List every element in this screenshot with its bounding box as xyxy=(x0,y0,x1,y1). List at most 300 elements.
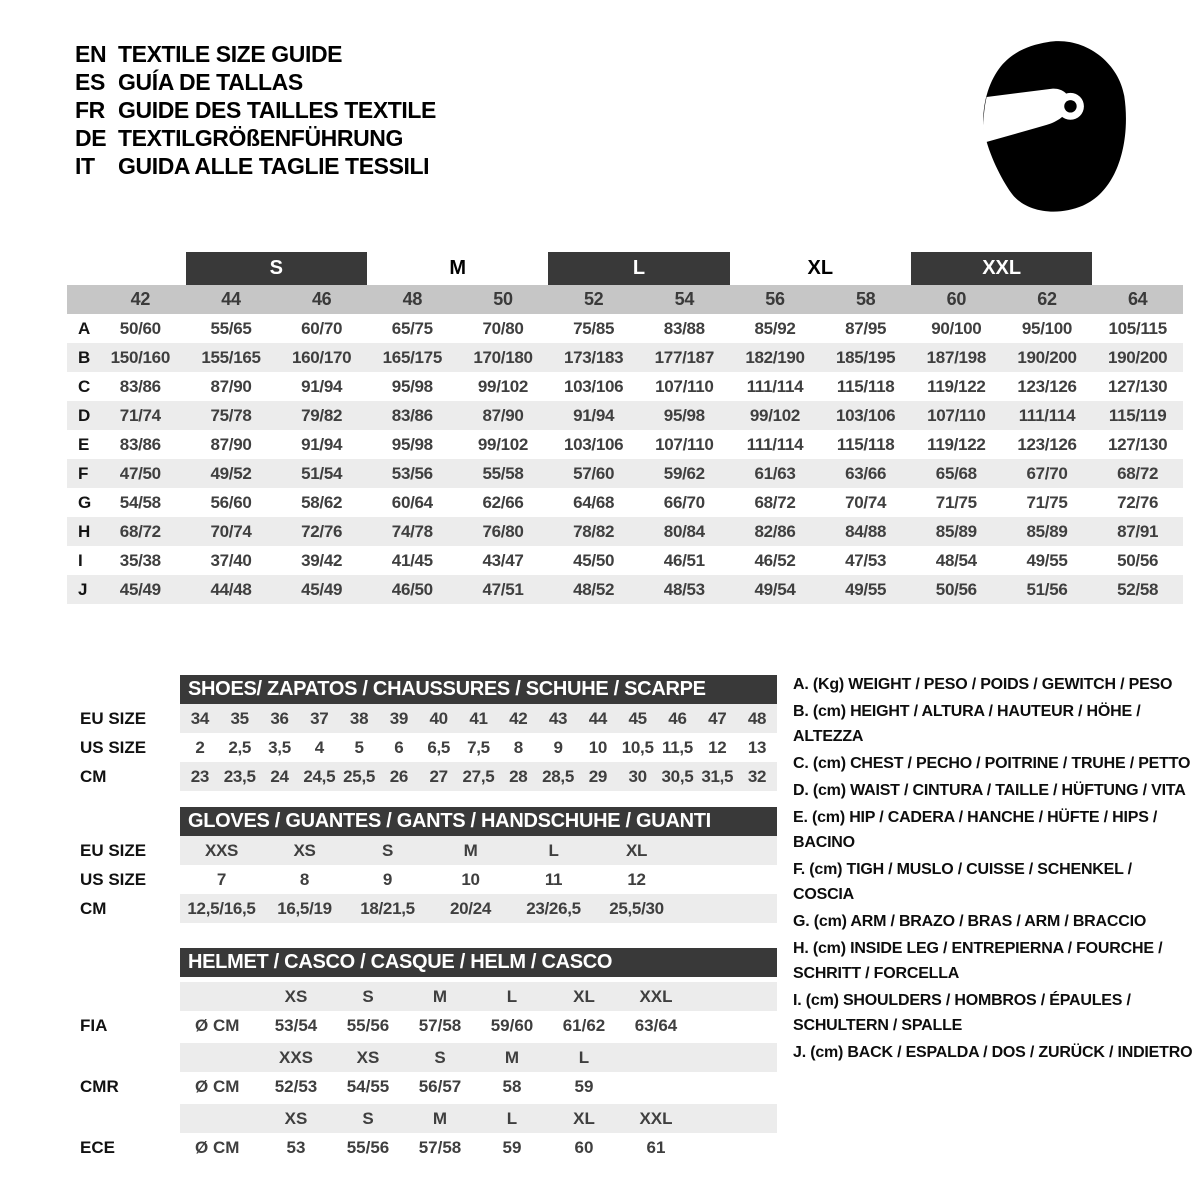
size-value: 72/76 xyxy=(301,521,343,541)
size-value: 48/52 xyxy=(573,579,615,599)
size-value: 95/98 xyxy=(391,434,433,454)
size-value: 41/45 xyxy=(391,550,433,570)
legend-item: G. (cm) ARM / BRAZO / BRAS / ARM / BRACCIO xyxy=(793,913,1147,930)
shoes-row-values xyxy=(180,704,777,733)
size-value: 55/65 xyxy=(210,318,252,338)
size-value: 150/160 xyxy=(110,347,170,367)
shoe-size-value: 24,5 xyxy=(303,766,336,786)
shoe-size-value: 5 xyxy=(354,737,364,757)
shoe-size-value: 6 xyxy=(394,737,404,757)
size-group-m: M xyxy=(449,257,466,279)
language-row xyxy=(75,96,436,124)
size-value: 82/86 xyxy=(754,521,796,541)
size-value: 37/40 xyxy=(210,550,252,570)
helmet-size-label: L xyxy=(578,1047,590,1067)
spacer xyxy=(67,1043,180,1072)
size-value: 103/106 xyxy=(835,405,896,425)
helmet-size-header-row xyxy=(67,1043,777,1072)
gloves-row xyxy=(67,865,777,894)
size-value: 56/60 xyxy=(210,492,252,512)
language-row xyxy=(75,68,436,96)
size-value: 49/55 xyxy=(1026,550,1068,570)
measurement-legend xyxy=(793,672,1195,1067)
size-value: 46/50 xyxy=(391,579,433,599)
helmet-size-value: 63/64 xyxy=(634,1015,678,1035)
size-value: 115/118 xyxy=(836,434,895,454)
diameter-unit: Ø CM xyxy=(195,1137,240,1157)
size-value: 119/122 xyxy=(927,434,986,454)
size-value: 91/94 xyxy=(301,434,343,454)
shoe-size-value: 27,5 xyxy=(462,766,495,786)
size-value: 68/72 xyxy=(754,492,796,512)
size-value: 84/88 xyxy=(845,521,887,541)
helmet-standard-row-fia xyxy=(67,1011,777,1040)
helmet-size-label: M xyxy=(432,986,448,1006)
row-label: EU SIZE xyxy=(80,708,147,728)
size-value: 87/90 xyxy=(482,405,524,425)
size-value: 47/53 xyxy=(845,550,887,570)
standard-label: FIA xyxy=(80,1015,108,1035)
language-title-list xyxy=(75,40,436,180)
size-value: 64/68 xyxy=(573,492,615,512)
size-value: 91/94 xyxy=(573,405,615,425)
language-title: GUIDA ALLE TAGLIE TESSILI xyxy=(118,152,430,179)
measure-row-f xyxy=(67,459,1183,488)
size-value: 187/198 xyxy=(926,347,986,367)
size-value: 57/60 xyxy=(573,463,615,483)
shoe-size-value: 28,5 xyxy=(542,766,575,786)
size-value: 52/58 xyxy=(1117,579,1159,599)
shoe-size-value: 48 xyxy=(747,708,767,728)
size-value: 177/187 xyxy=(654,347,714,367)
helmet-size-label: XS xyxy=(284,986,308,1006)
helmet-size-label: L xyxy=(506,1108,518,1128)
shoe-size-value: 4 xyxy=(314,737,324,757)
helmet-standard-values xyxy=(180,1072,777,1101)
size-value: 49/52 xyxy=(210,463,252,483)
glove-size-value: 11 xyxy=(544,869,563,889)
size-value: 47/51 xyxy=(482,579,524,599)
size-value: 51/54 xyxy=(301,463,343,483)
shoe-size-value: 46 xyxy=(668,708,687,728)
measure-letter: A xyxy=(78,318,91,338)
size-value: 51/56 xyxy=(1026,579,1068,599)
numeric-size: 54 xyxy=(674,289,695,309)
helmet-size-value: 60 xyxy=(574,1137,594,1157)
helmet-size-value: 61 xyxy=(646,1137,666,1157)
size-value: 76/80 xyxy=(482,521,524,541)
row-label: CM xyxy=(80,766,107,786)
size-value: 60/64 xyxy=(391,492,433,512)
size-value: 111/114 xyxy=(746,434,804,454)
language-code: ES xyxy=(75,68,105,95)
size-value: 170/180 xyxy=(473,347,533,367)
measure-row-d xyxy=(67,401,1183,430)
size-value: 103/106 xyxy=(563,376,624,396)
helmet-size-label: S xyxy=(362,1108,374,1128)
size-value: 99/102 xyxy=(477,376,529,396)
size-value: 54/58 xyxy=(119,492,161,512)
size-value: 85/89 xyxy=(935,521,977,541)
size-value: 65/68 xyxy=(935,463,977,483)
size-value: 95/100 xyxy=(1021,318,1073,338)
size-value: 119/122 xyxy=(927,376,986,396)
size-value: 48/53 xyxy=(663,579,705,599)
shoe-size-value: 2 xyxy=(195,737,205,757)
helmet-size-label: S xyxy=(362,986,374,1006)
shoe-size-value: 10,5 xyxy=(621,737,654,757)
shoe-size-value: 38 xyxy=(349,708,369,728)
row-label: US SIZE xyxy=(80,737,147,757)
shoe-size-value: 42 xyxy=(509,708,528,728)
shoes-row-values xyxy=(180,762,777,791)
size-group-row xyxy=(67,252,1183,285)
size-value: 70/74 xyxy=(210,521,252,541)
helmet-size-label: XL xyxy=(573,986,595,1006)
helmet-rows xyxy=(67,982,777,1162)
glove-size-value: 9 xyxy=(382,869,393,889)
shoe-size-value: 7,5 xyxy=(467,737,490,757)
size-value: 95/98 xyxy=(391,376,433,396)
size-value: 60/70 xyxy=(301,318,343,338)
language-code: FR xyxy=(75,96,105,123)
size-value: 50/60 xyxy=(119,318,161,338)
language-title: TEXTILE SIZE GUIDE xyxy=(118,40,343,67)
shoe-size-value: 45 xyxy=(628,708,647,728)
size-value: 127/130 xyxy=(1107,376,1168,396)
helmet-size-value: 57/58 xyxy=(418,1137,462,1157)
size-value: 87/91 xyxy=(1117,521,1159,541)
shoe-size-value: 26 xyxy=(389,766,409,786)
size-value: 71/75 xyxy=(1026,492,1068,512)
size-value: 70/80 xyxy=(482,318,524,338)
measure-letter: J xyxy=(78,579,88,599)
shoe-size-value: 9 xyxy=(553,737,563,757)
shoes-rows xyxy=(67,704,777,791)
size-value: 61/63 xyxy=(754,463,796,483)
size-value: 107/110 xyxy=(655,434,714,454)
size-value: 115/119 xyxy=(1108,405,1167,425)
shoes-row-values xyxy=(180,733,777,762)
helmet-size-label: L xyxy=(506,986,518,1006)
shoe-size-value: 2,5 xyxy=(228,737,252,757)
shoes-row xyxy=(67,762,777,791)
numeric-size: 56 xyxy=(765,289,785,309)
size-value: 68/72 xyxy=(119,521,161,541)
gloves-section-title: GLOVES / GUANTES / GANTS / HANDSCHUHE / GUANTI xyxy=(180,807,777,836)
shoe-size-value: 41 xyxy=(469,708,488,728)
size-value: 55/58 xyxy=(482,463,524,483)
shoe-size-value: 23,5 xyxy=(223,766,256,786)
size-value: 83/86 xyxy=(119,376,161,396)
size-value: 80/84 xyxy=(663,521,705,541)
legend-item: A. (Kg) WEIGHT / PESO / POIDS / GEWITCH / PESO xyxy=(793,676,1173,693)
measure-letter: C xyxy=(78,376,91,396)
helmet-size-value: 52/53 xyxy=(274,1076,318,1096)
size-value: 127/130 xyxy=(1107,434,1168,454)
size-value: 48/54 xyxy=(935,550,977,570)
shoe-size-value: 13 xyxy=(747,737,767,757)
shoe-size-value: 44 xyxy=(588,708,608,728)
helmet-size-header-row xyxy=(67,1104,777,1133)
measure-row-e xyxy=(67,430,1183,459)
helmet-size-headers xyxy=(180,1043,777,1072)
measure-letter: I xyxy=(78,550,83,570)
helmet-size-label: XXL xyxy=(639,1108,673,1128)
numeric-size: 52 xyxy=(583,289,604,309)
size-value: 68/72 xyxy=(1117,463,1159,483)
legend-item: C. (cm) CHEST / PECHO / POITRINE / TRUHE / PETTO xyxy=(793,755,1191,772)
helmet-size-value: 61/62 xyxy=(562,1015,606,1035)
gloves-row-values xyxy=(180,894,777,923)
gloves-row xyxy=(67,836,777,865)
size-value: 74/78 xyxy=(391,521,433,541)
glove-size-value: M xyxy=(463,840,478,860)
size-value: 99/102 xyxy=(477,434,529,454)
size-value: 190/200 xyxy=(1017,347,1077,367)
helmet-standard-row-cmr xyxy=(67,1072,777,1101)
glove-size-value: 16,5/19 xyxy=(277,898,332,918)
helmet-title-row xyxy=(67,948,777,977)
size-group-s: S xyxy=(186,252,367,285)
spacer xyxy=(67,1104,180,1133)
gloves-rows xyxy=(67,836,777,923)
numeric-size: 64 xyxy=(1127,289,1148,309)
measure-row-a xyxy=(67,314,1183,343)
size-value: 115/118 xyxy=(836,376,895,396)
shoes-title-row xyxy=(67,675,777,704)
measure-letter: F xyxy=(78,463,89,483)
shoe-size-value: 30 xyxy=(628,766,647,786)
helmet-standard-values xyxy=(180,1011,777,1040)
helmet-size-label: XXS xyxy=(278,1047,314,1067)
helmet-size-value: 54/55 xyxy=(346,1076,390,1096)
size-value: 75/85 xyxy=(573,318,615,338)
size-value: 173/183 xyxy=(563,347,624,367)
size-value: 65/75 xyxy=(391,318,433,338)
size-value: 43/47 xyxy=(482,550,524,570)
helmet-size-value: 57/58 xyxy=(418,1015,462,1035)
diameter-unit: Ø CM xyxy=(195,1076,240,1096)
glove-size-value: 7 xyxy=(216,869,227,889)
size-value: 78/82 xyxy=(573,521,615,541)
size-value: 185/195 xyxy=(835,347,896,367)
legend-item: D. (cm) WAIST / CINTURA / TAILLE / HÜFTUNG / VITA xyxy=(793,782,1186,799)
size-value: 66/70 xyxy=(663,492,705,512)
row-label: CM xyxy=(80,898,107,918)
size-value: 39/42 xyxy=(301,550,343,570)
size-group-xl: XL xyxy=(807,257,834,279)
language-row xyxy=(75,124,436,152)
size-value: 87/95 xyxy=(845,318,887,338)
helmet-size-label: M xyxy=(504,1047,520,1067)
shoe-size-value: 43 xyxy=(548,708,568,728)
glove-size-value: 12,5/16,5 xyxy=(187,898,256,918)
apparel-size-table xyxy=(67,252,1183,604)
gloves-row-values xyxy=(180,836,777,865)
helmet-size-value: 59 xyxy=(502,1137,522,1157)
spacer xyxy=(67,982,180,1011)
size-value: 49/55 xyxy=(845,579,887,599)
shoes-size-section xyxy=(67,675,777,791)
size-value: 45/50 xyxy=(573,550,615,570)
size-value: 107/110 xyxy=(655,376,714,396)
helmet-size-section xyxy=(67,948,777,1162)
helmet-size-value: 59/60 xyxy=(490,1015,534,1035)
helmet-size-header-row xyxy=(67,982,777,1011)
helmet-size-headers xyxy=(180,1104,777,1133)
standard-label: CMR xyxy=(80,1076,119,1096)
size-value: 75/78 xyxy=(210,405,252,425)
shoe-size-value: 6,5 xyxy=(427,737,451,757)
size-value: 123/126 xyxy=(1017,434,1077,454)
racing-helmet-icon xyxy=(977,38,1137,216)
size-value: 53/56 xyxy=(391,463,433,483)
spacer xyxy=(67,807,180,836)
shoe-size-value: 24 xyxy=(270,766,289,786)
language-code: EN xyxy=(75,40,107,67)
language-title: TEXTILGRÖßENFÜHRUNG xyxy=(118,124,403,151)
size-value: 71/75 xyxy=(935,492,977,512)
size-value: 46/52 xyxy=(754,550,796,570)
helmet-size-value: 55/56 xyxy=(346,1137,390,1157)
shoes-section-title: SHOES/ ZAPATOS / CHAUSSURES / SCHUHE / SCARPE xyxy=(180,675,777,704)
gloves-title-row xyxy=(67,807,777,836)
glove-size-value: S xyxy=(381,840,394,860)
shoe-size-value: 32 xyxy=(747,766,767,786)
size-value: 91/94 xyxy=(301,376,343,396)
measure-letter: B xyxy=(78,347,91,367)
language-row xyxy=(75,152,436,180)
measure-letter: H xyxy=(78,521,91,541)
size-value: 50/56 xyxy=(1117,550,1159,570)
size-value: 105/115 xyxy=(1108,318,1167,338)
glove-size-value: 23/26,5 xyxy=(526,898,581,918)
legend-item: I. (cm) SHOULDERS / HOMBROS / ÉPAULES / SCHULTERN / SPALLE xyxy=(793,992,1131,1034)
language-code: DE xyxy=(75,124,107,151)
size-value: 103/106 xyxy=(563,434,624,454)
glove-size-value: L xyxy=(548,840,559,860)
size-value: 79/82 xyxy=(301,405,343,425)
measure-row-c xyxy=(67,372,1183,401)
shoe-size-value: 28 xyxy=(509,766,528,786)
helmet-size-label: XXL xyxy=(639,986,673,1006)
gloves-row-values xyxy=(180,865,777,894)
size-value: 70/74 xyxy=(845,492,887,512)
size-value: 50/56 xyxy=(935,579,977,599)
diameter-unit: Ø CM xyxy=(195,1015,240,1035)
helmet-size-label: XS xyxy=(284,1108,308,1128)
size-value: 44/48 xyxy=(210,579,252,599)
standard-label: ECE xyxy=(80,1137,115,1157)
size-value: 123/126 xyxy=(1017,376,1077,396)
size-value: 190/200 xyxy=(1107,347,1168,367)
spacer xyxy=(67,675,180,704)
size-value: 71/74 xyxy=(119,405,161,425)
helmet-size-value: 53 xyxy=(286,1137,306,1157)
measure-row-h xyxy=(67,517,1183,546)
numeric-size: 60 xyxy=(946,289,967,309)
numeric-size: 46 xyxy=(311,289,332,309)
size-value: 87/90 xyxy=(210,376,252,396)
language-title: GUÍA DE TALLAS xyxy=(118,68,303,95)
legend-item: B. (cm) HEIGHT / ALTURA / HAUTEUR / HÖHE / ALTEZZA xyxy=(793,703,1141,745)
shoes-row xyxy=(67,704,777,733)
numeric-size: 42 xyxy=(130,289,151,309)
size-value: 99/102 xyxy=(749,405,801,425)
helmet-section-title: HELMET / CASCO / CASQUE / HELM / CASCO xyxy=(180,948,777,977)
shoe-size-value: 34 xyxy=(190,708,210,728)
shoe-size-value: 8 xyxy=(513,737,523,757)
size-group-xxl: XXL xyxy=(911,252,1092,285)
language-row xyxy=(75,40,436,68)
measure-row-i xyxy=(67,546,1183,575)
row-label: EU SIZE xyxy=(80,840,147,860)
numeric-size: 58 xyxy=(855,289,876,309)
helmet-size-value: 53/54 xyxy=(274,1015,318,1035)
numeric-size: 50 xyxy=(493,289,513,309)
shoe-size-value: 39 xyxy=(389,708,409,728)
size-value: 107/110 xyxy=(927,405,986,425)
shoe-size-value: 23 xyxy=(190,766,210,786)
size-value: 85/92 xyxy=(754,318,796,338)
gloves-row xyxy=(67,894,777,923)
glove-size-value: 8 xyxy=(299,869,310,889)
numeric-size-row xyxy=(67,285,1183,314)
size-value: 63/66 xyxy=(845,463,887,483)
size-group-l: L xyxy=(548,252,729,285)
row-label: US SIZE xyxy=(80,869,147,889)
size-value: 59/62 xyxy=(663,463,705,483)
size-value: 160/170 xyxy=(291,347,352,367)
glove-size-value: 18/21,5 xyxy=(360,898,415,918)
shoe-size-value: 31,5 xyxy=(701,766,734,786)
glove-size-value: XS xyxy=(293,840,316,860)
size-value: 49/54 xyxy=(754,579,796,599)
glove-size-value: 25,5/30 xyxy=(609,898,664,918)
shoe-size-value: 10 xyxy=(588,737,608,757)
measure-letter: G xyxy=(78,492,92,512)
size-value: 35/38 xyxy=(119,550,161,570)
shoe-size-value: 30,5 xyxy=(661,766,694,786)
size-value: 58/62 xyxy=(301,492,343,512)
glove-size-value: XL xyxy=(625,840,648,860)
size-value: 87/90 xyxy=(210,434,252,454)
size-value: 72/76 xyxy=(1117,492,1159,512)
helmet-standard-row-ece xyxy=(67,1133,777,1162)
glove-size-value: 20/24 xyxy=(449,898,492,918)
glove-size-value: XXS xyxy=(204,840,239,860)
shoe-size-value: 29 xyxy=(588,766,608,786)
size-value: 62/66 xyxy=(482,492,524,512)
glove-size-value: 12 xyxy=(627,869,646,889)
shoe-size-value: 12 xyxy=(708,737,727,757)
size-value: 83/86 xyxy=(119,434,161,454)
size-value: 45/49 xyxy=(301,579,343,599)
size-value: 85/89 xyxy=(1026,521,1068,541)
size-value: 90/100 xyxy=(931,318,982,338)
helmet-size-label: M xyxy=(432,1108,448,1128)
legend-item: E. (cm) HIP / CADERA / HANCHE / HÜFTE / HIPS / BACINO xyxy=(793,809,1158,851)
size-value: 83/88 xyxy=(663,318,705,338)
size-value: 45/49 xyxy=(119,579,161,599)
size-value: 111/114 xyxy=(1018,405,1076,425)
legend-item: H. (cm) INSIDE LEG / ENTREPIERNA / FOURCHE / SCHRITT / FORCELLA xyxy=(793,940,1163,982)
shoe-size-value: 47 xyxy=(708,708,727,728)
shoe-size-value: 11,5 xyxy=(661,737,693,757)
size-value: 165/175 xyxy=(382,347,442,367)
measure-letter: D xyxy=(78,405,91,425)
